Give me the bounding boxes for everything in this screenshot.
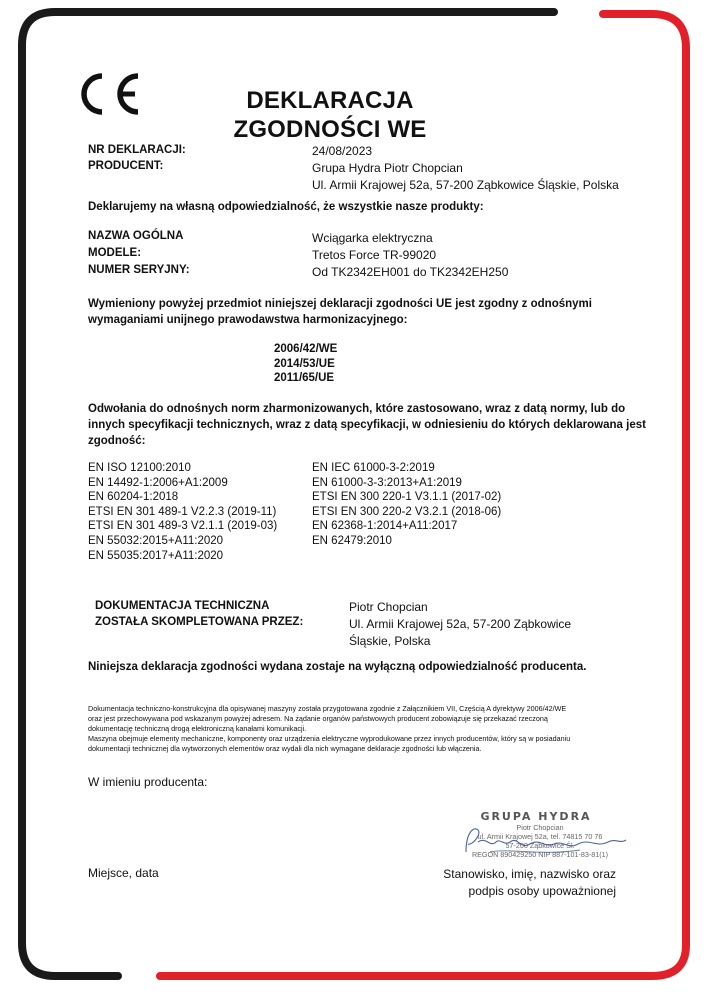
standard-item: EN 14492-1:2006+A1:2009: [88, 476, 228, 489]
tech-doc-label: [95, 598, 303, 630]
conformity-line-1: Wymieniony powyżej przedmiot niniejszej deklaracji zgodności UE jest zgodny z odnośnymi: [88, 298, 592, 310]
fine-print-line: dokumentacji technicznej dla wytworzonych elementów oraz wydali dla nich wymagane deklaracje zgodności lub włączenia.: [88, 744, 482, 753]
directive-item: 2011/65/UE: [274, 372, 335, 384]
fine-print: [88, 704, 570, 754]
standard-item: ETSI EN 301 489-3 V2.1.1 (2019-03): [88, 520, 278, 533]
place-date-label: Miejsce, data: [88, 866, 159, 880]
standard-item: EN 62368-1:2014+A11:2017: [312, 520, 458, 533]
conformity-text: [88, 296, 592, 328]
norms-text: [88, 401, 646, 449]
model-label: MODELE:: [88, 247, 142, 259]
serial-value: Od TK2342EH001 do TK2342EH250: [312, 265, 509, 279]
norms-line-1: Odwołania do odnośnych norm zharmonizowanych, które zastosowano, wraz z datą normy, lub do: [88, 403, 626, 415]
page-title: [200, 86, 460, 144]
tech-doc-value-3: Śląskie, Polska: [349, 634, 431, 648]
declaration-intro: Deklarujemy na własną odpowiedzialność, że wszystkie nasze produkty:: [88, 201, 484, 213]
standards-left: [88, 461, 277, 563]
serial-label: NUMER SERYJNY:: [88, 264, 190, 276]
tech-doc-value-1: Piotr Chopcian: [349, 600, 428, 614]
stamp-company: GRUPA HYDRA: [480, 810, 592, 823]
signature-caption-1: Stanowisko, imię, nazwisko oraz: [443, 867, 616, 881]
conformity-line-2: wymaganiami unijnego prawodawstwa harmonizacyjnego:: [88, 314, 408, 326]
nr-label: NR DEKLARACJI:: [88, 144, 186, 156]
standard-item: EN 62479:2010: [312, 534, 392, 547]
standard-item: ETSI EN 301 489-1 V2.2.3 (2019-11): [88, 505, 277, 518]
standard-item: EN 55032:2015+A11:2020: [88, 534, 224, 547]
model-value: Tretos Force TR-99020: [312, 248, 437, 262]
standards-right: [312, 461, 501, 549]
producent-value-1: Grupa Hydra Piotr Chopcian: [312, 161, 463, 175]
directives-list: [274, 342, 337, 386]
standard-item: EN 55035:2017+A11:2020: [88, 549, 224, 562]
signature-caption-2: podpis osoby upoważnionej: [468, 884, 616, 898]
producent-value-2: Ul. Armii Krajowej 52a, 57-200 Ząbkowice Śląskie, Polska: [312, 178, 619, 192]
norms-line-2: innych specyfikacji technicznych, wraz z datą specyfikacji, w odniesieniu do których deklarowana jest: [88, 419, 646, 431]
signature-icon: [460, 822, 630, 862]
directive-item: 2006/42/WE: [274, 343, 338, 355]
fine-print-line: dokumentację techniczną drogą elektroniczną kanałami komunikacji.: [88, 724, 307, 733]
fine-print-line: oraz jest przechowywana pod wskazanym powyżej adresem. Na żądanie organów państwowych producent zobowiązuje się przekazać rzeczoną: [88, 714, 548, 723]
stamp-line-3: 57-200 Ząbkowice Śl.: [505, 841, 575, 850]
stamp-line-2: ul. Armii Krajowej 52a, tel. 74815 70 76: [477, 832, 603, 841]
standard-item: EN 61000-3-3:2013+A1:2019: [312, 476, 462, 489]
stamp-line-1: Piotr Chopcian: [516, 823, 564, 832]
tech-doc-value-2: Ul. Armii Krajowej 52a, 57-200 Ząbkowice: [349, 617, 572, 631]
nr-value: 24/08/2023: [312, 144, 373, 158]
directive-item: 2014/53/UE: [274, 357, 335, 370]
title-line-1: DEKLARACJA: [246, 87, 414, 114]
standard-item: ETSI EN 300 220-1 V3.1.1 (2017-02): [312, 491, 502, 504]
name-value: Wciągarka elektryczna: [312, 231, 433, 245]
ce-mark-icon: [74, 70, 144, 118]
title-line-2: ZGODNOŚCI WE: [233, 116, 427, 143]
name-label: NAZWA OGÓLNA: [88, 230, 184, 242]
tech-doc-value: [349, 599, 571, 650]
standard-item: EN ISO 12100:2010: [88, 462, 191, 474]
standard-item: EN IEC 61000-3-2:2019: [312, 462, 435, 474]
tech-doc-label-2: ZOSTAŁA SKOMPLETOWANA PRZEZ:: [95, 616, 304, 628]
stamp-line-4: REGON 890429250 NIP 887-101-83-81(1): [471, 850, 609, 859]
standard-item: ETSI EN 300 220-2 V3.2.1 (2018-06): [312, 505, 502, 518]
on-behalf-label: W imieniu producenta:: [88, 775, 208, 789]
tech-doc-label-1: DOKUMENTACJA TECHNICZNA: [95, 600, 270, 612]
producent-label: PRODUCENT:: [88, 160, 164, 172]
fine-print-line: Maszyna obejmuje elementy mechaniczne, komponenty oraz urządzenia elektryczne wyprodukowane przez innych producentów, który są w posiadaniu: [88, 734, 571, 743]
standard-item: EN 60204-1:2018: [88, 491, 179, 504]
responsibility-statement: Niniejsza deklaracja zgodności wydana zostaje na wyłączną odpowiedzialność producenta.: [88, 661, 587, 673]
signature-caption: [440, 866, 616, 900]
fine-print-line: Dokumentacja techniczno-konstrukcyjna dla opisywanej maszyny została przygotowana zgodnie z Załącznikiem VII, Częścią A dyrektywy 2006/42/WE: [88, 704, 567, 713]
norms-line-3: zgodność:: [88, 435, 146, 447]
